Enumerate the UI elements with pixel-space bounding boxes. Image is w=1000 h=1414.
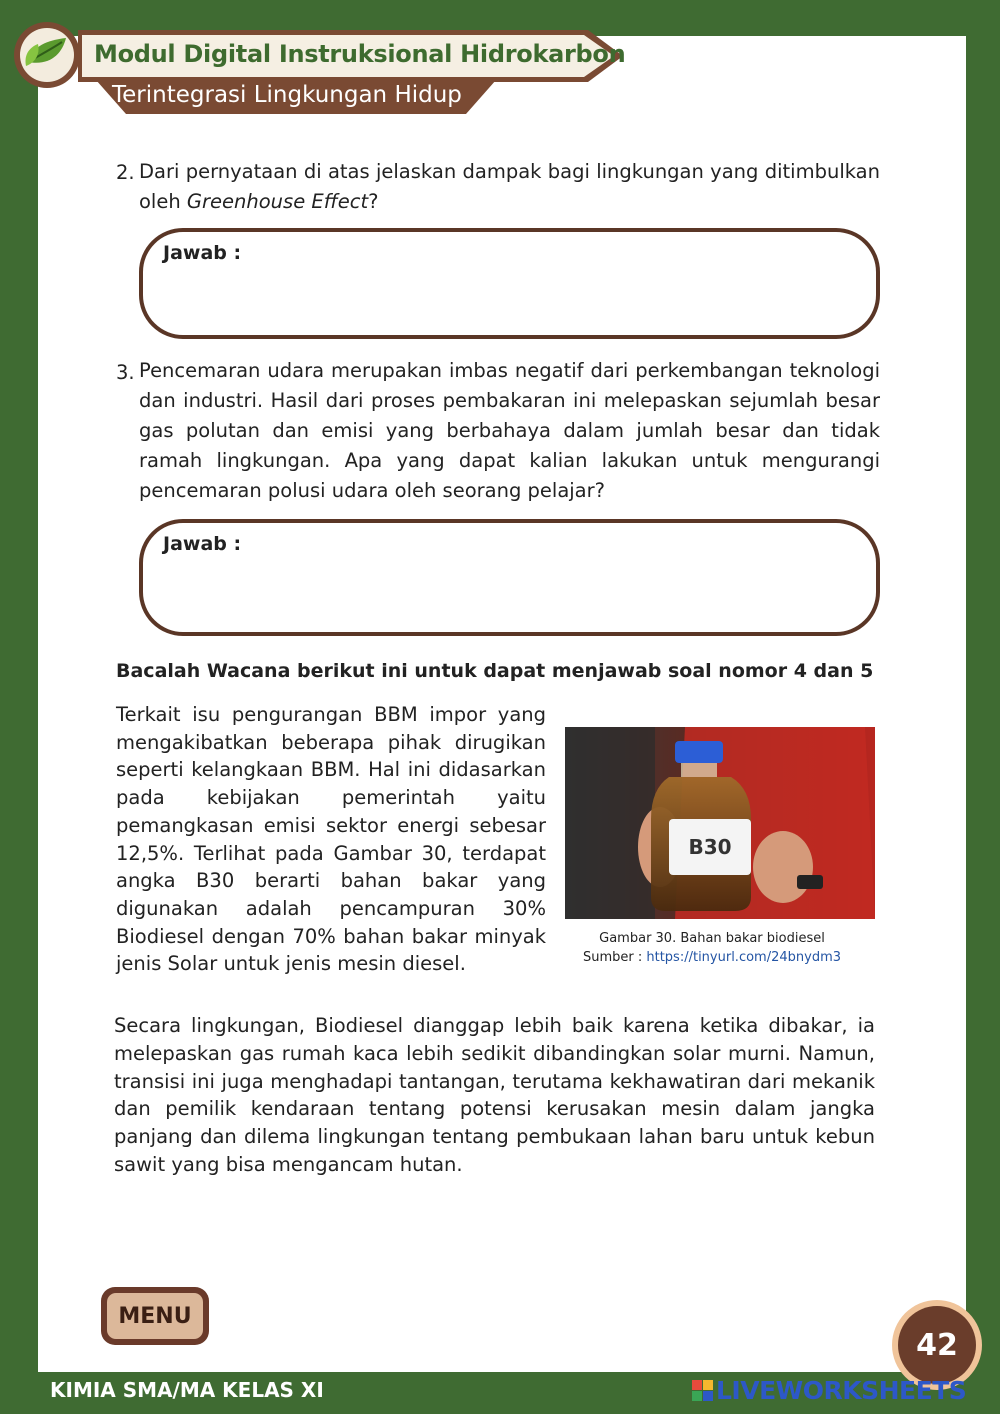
question-2-italic-term: Greenhouse Effect	[186, 190, 369, 213]
liveworksheets-icon	[692, 1380, 713, 1401]
footer-class-label: KIMIA SMA/MA KELAS XI	[50, 1378, 324, 1402]
header-subtitle: Terintegrasi Lingkungan Hidup	[112, 82, 462, 108]
question-3-text: Pencemaran udara merupakan imbas negatif dari perkembangan teknologi dan industri. Hasil dari proses pembakaran ini melepaskan sejumlah besar gas polutan dan emisi yang berbahaya dalam jumlah besar dan tidak ramah lingkungan. Apa yang dapat kalian lakukan untuk mengurangi pencemaran polusi udara oleh seorang pelajar?	[139, 359, 880, 502]
figure-source-prefix: Sumber :	[582, 950, 647, 965]
liveworksheets-logo	[692, 1376, 966, 1405]
question-3-number: 3.	[116, 361, 135, 384]
page-number: 42	[898, 1306, 976, 1384]
header-title: Modul Digital Instruksional Hidrokarbon	[94, 40, 626, 68]
answer-box-2[interactable]	[139, 228, 880, 339]
answer-box-3[interactable]	[139, 519, 880, 636]
biodiesel-photo	[565, 727, 875, 919]
figure-source	[565, 948, 859, 967]
figure-caption-block	[565, 929, 859, 967]
answer-label-2: Jawab :	[163, 242, 242, 264]
question-2-text-end: ?	[368, 190, 379, 213]
figure-source-link[interactable]: https://tinyurl.com/24bnydm3	[646, 950, 842, 965]
reading-paragraph-2: Secara lingkungan, Biodiesel dianggap lebih baik karena ketika dibakar, ia melepaskan gas rumah kaca lebih sedikit dibandingkan solar murni. Namun, transisi ini juga menghadapi tantangan, terutama kekhawatiran dari mekanik dan pemilik kendaraan tentang potensi kerusakan mesin dalam jangka panjang dan dilema lingkungan tentang pembukaan lahan baru untuk kebun sawit yang bisa mengancam hutan.	[114, 1014, 875, 1176]
question-2-text-part: Dari pernyataan di atas jelaskan dampak bagi lingkungan yang ditimbulkan oleh	[139, 160, 880, 213]
question-2-text	[139, 157, 880, 217]
leaf-logo-icon	[14, 22, 80, 88]
reading-paragraph-1: Terkait isu pengurangan BBM impor yang mengakibatkan beberapa pihak dirugikan seperti kelangkaan BBM. Hal ini didasarkan pada kebijakan pemerintah yaitu pemangkasan emisi sektor energi sebesar 12,5%. Terlihat pada Gambar 30, terdapat angka B30 berarti bahan bakar yang digunakan adalah pencampuran 30% Biodiesel dengan 70% bahan bakar minyak jenis Solar untuk jenis mesin diesel.	[116, 703, 546, 976]
liveworksheets-brand: LIVEWORKSHEETS	[716, 1376, 967, 1405]
answer-label-3: Jawab :	[163, 533, 242, 555]
reading-instruction: Bacalah Wacana berikut ini untuk dapat menjawab soal nomor 4 dan 5	[116, 660, 874, 682]
figure-caption: Gambar 30. Bahan bakar biodiesel	[599, 931, 825, 946]
bottle-label: B30	[688, 835, 732, 859]
question-2-number: 2.	[116, 161, 135, 184]
menu-button[interactable]	[101, 1287, 209, 1345]
menu-button-label: MENU	[107, 1293, 203, 1339]
